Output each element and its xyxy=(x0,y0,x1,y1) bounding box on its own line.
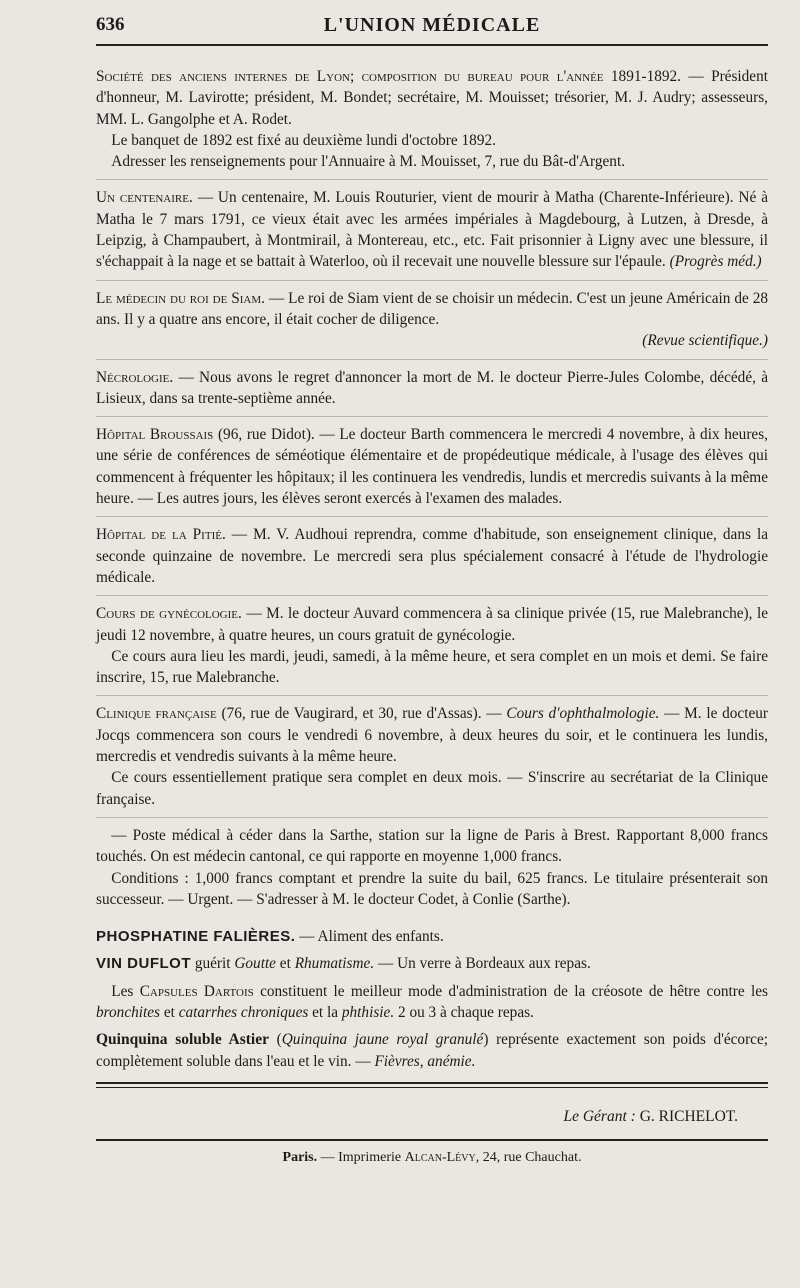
news-item xyxy=(96,187,768,280)
news-heading: Hôpital Broussais xyxy=(96,426,214,444)
ad-vin-duflot xyxy=(96,953,768,974)
news-heading: Hôpital de la Pitié. xyxy=(96,526,226,544)
news-text: — Un centenaire, M. Louis Routurier, vient de mourir à Matha (Charente-Inférieure). Né à Matha le 7 mars 1791, ce vieux était avec les armées impériales à Magdebourg, à Lutzen, à Dresde, à Leipzig, à Champaubert, à Montmirail, à Montereau, etc., etc. Fait prisonnier à Ligny avec une blessure, il s'échappait à la nage et se battait à Waterloo, où il recevait une nouvelle blessure sur l'épaule. xyxy=(96,189,769,271)
news-text: 1891-1892. — Président d'honneur, M. Lavirotte; président, M. Bondet; secrétaire, M. Mouisset; trésorier, M. J. Audry; assesseurs, MM. L. Gangolphe et A. Rodet. xyxy=(96,68,768,128)
news-text: Le banquet de 1892 est fixé au deuxième lundi d'octobre 1892. xyxy=(111,131,496,149)
news-item xyxy=(96,703,768,817)
gerant-label: Le Gérant : xyxy=(563,1107,636,1125)
news-text: (76, rue de Vaugirard, et 30, rue d'Assas). — xyxy=(216,705,507,723)
news-text: Ce cours aura lieu les mardi, jeudi, samedi, à la même heure, et sera complet en un mois et demi. Se faire inscrire, 15, rue Malebranche. xyxy=(96,647,768,687)
ad-text: — Aliment des enfants. xyxy=(295,928,444,946)
news-paragraph xyxy=(96,66,768,130)
ad-phosphatine xyxy=(96,926,768,947)
news-heading: Un centenaire. xyxy=(96,189,193,207)
news-source: (Revue scientifique.) xyxy=(642,332,768,350)
news-item xyxy=(96,524,768,596)
ad-text: Les xyxy=(111,982,140,1000)
news-heading: Société des anciens internes de Lyon; composition du bureau pour l'année xyxy=(96,68,604,85)
news-text: (96, rue Didot). — Le docteur Barth commencera le mercredi 4 novembre, à dix heures, une série de conférences de séméotique élémentaire et de propédeutique médicale, à l'usage des élèves qui commencent à fréquenter les hôpitaux; il les continuera les vendredis, lundis et mercredis suivants à la même heure. — Les autres jours, les élèves seront exercés à l'examen des malades. xyxy=(96,426,768,508)
news-paragraph xyxy=(96,130,768,151)
news-paragraph xyxy=(96,288,768,352)
news-text: — M. le docteur Jocqs commencera son cours le vendredi 6 novembre, à deux heures du soir, et le continuera les lundis, mercredis et vendredis suivants à la même heure. xyxy=(96,705,768,766)
ad-text: et xyxy=(160,1003,179,1021)
ad-quinquina-astier xyxy=(96,1029,768,1072)
imprint-printer: Alcan-Lévy xyxy=(404,1150,476,1166)
ad-text: ( xyxy=(269,1031,282,1049)
news-paragraph xyxy=(96,868,768,911)
ad-brand: Capsules Dartois xyxy=(139,982,254,1000)
ad-brand: Quinquina soluble Astier xyxy=(96,1031,269,1049)
ad-capsules-dartois xyxy=(96,981,768,1024)
news-text: — Poste médical à céder dans la Sarthe, station sur la ligne de Paris à Brest. Rapportant 8,000 francs touchés. On est médecin cantonal, ce qui rapporte en moyenne 1,000 francs. xyxy=(96,826,768,866)
page-header xyxy=(96,0,768,46)
ad-brand: PHOSPHATINE FALIÈRES. xyxy=(96,928,296,946)
gerant-name: G. RICHELOT. xyxy=(639,1107,738,1125)
ad-brand: VIN DUFLOT xyxy=(96,955,191,973)
printer-imprint xyxy=(96,1147,768,1168)
news-text: — M. le docteur Auvard commencera à sa clinique privée (15, rue Malebranche), le jeudi 12 novembre, à quatre heures, un cours gratuit de gynécologie. xyxy=(96,605,768,644)
news-item xyxy=(96,288,768,360)
news-heading: Le médecin du roi de Siam. xyxy=(96,289,265,307)
ad-italic: Goutte xyxy=(234,955,276,973)
ad-italic: Quinquina jaune royal granulé xyxy=(281,1031,484,1049)
news-paragraph xyxy=(96,187,768,272)
ad-text: constituent le meilleur mode d'administration de la créosote de hêtre contre les xyxy=(253,982,768,1000)
news-source: (Progrès méd.) xyxy=(669,253,762,271)
news-item xyxy=(96,424,768,517)
ad-italic: catarrhes chroniques xyxy=(178,1003,309,1021)
ad-italic: phthisie. xyxy=(341,1003,395,1021)
news-heading: Clinique française xyxy=(96,705,217,723)
footer-divider xyxy=(96,1082,768,1088)
gerant-signature xyxy=(96,1106,768,1127)
news-text: — M. V. Audhoui reprendra, comme d'habitude, son enseignement clinique, dans la seconde quinzaine de novembre. Le mercredi sera plus spécialement consacré à l'étude de l'hydrologie médicale. xyxy=(96,526,768,586)
news-paragraph xyxy=(96,151,768,172)
page-number: 636 xyxy=(96,14,125,35)
news-text: — Nous avons le regret d'annoncer la mort de M. le docteur Pierre-Jules Colombe, décédé, à Lisieux, dans sa trente-septième année. xyxy=(96,368,768,407)
news-item xyxy=(96,603,768,696)
news-italic: Cours d'ophthalmologie. xyxy=(506,705,660,723)
advertisements xyxy=(96,926,768,1072)
ad-text: et la xyxy=(308,1003,342,1021)
news-column xyxy=(96,46,768,1168)
imprint-address: , 24, rue Chauchat. xyxy=(475,1150,582,1166)
news-paragraph xyxy=(96,367,768,410)
news-text: Ce cours essentiellement pratique sera complet en deux mois. — S'inscrire au secrétariat de la Clinique française. xyxy=(96,769,768,808)
ad-text: guérit xyxy=(191,955,235,973)
imprint-text: — Imprimerie xyxy=(317,1150,405,1166)
ad-text: et xyxy=(275,955,295,973)
news-item xyxy=(96,825,768,914)
news-paragraph xyxy=(96,424,768,509)
news-heading: Nécrologie. xyxy=(96,368,174,386)
ad-italic: Rhumatisme. xyxy=(294,955,375,973)
ad-text: — Un verre à Bordeaux aux repas. xyxy=(374,955,591,973)
ad-text: ) représente exactement son poids d'écorce; complètement soluble dans l'eau et le vin. — xyxy=(96,1031,769,1070)
news-text: Adresser les renseignements pour l'Annuaire à M. Mouisset, 7, rue du Bât-d'Argent. xyxy=(111,153,626,171)
imprint-city: Paris. xyxy=(282,1150,318,1166)
news-heading: Cours de gynécologie. xyxy=(96,605,242,623)
news-paragraph xyxy=(96,646,768,689)
news-item xyxy=(96,367,768,418)
news-paragraph xyxy=(96,703,768,767)
news-paragraph xyxy=(96,603,768,646)
news-text: Conditions : 1,000 francs comptant et prendre la suite du bail, 625 francs. Le titulaire présenterait son successeur. — Urgent. — S'adresser à M. le docteur Codet, à Conlie (Sarthe). xyxy=(96,869,768,908)
ad-italic: Fièvres, anémie. xyxy=(374,1052,476,1070)
news-paragraph xyxy=(96,524,768,588)
news-text: — Le roi de Siam vient de se choisir un médecin. C'est un jeune Américain de 28 ans. Il y a quatre ans encore, il était cocher de diligence. xyxy=(96,289,768,328)
ad-italic: bronchites xyxy=(96,1003,161,1021)
journal-title: L'UNION MÉDICALE xyxy=(323,14,541,36)
news-paragraph xyxy=(96,767,768,810)
imprint-divider xyxy=(96,1139,768,1141)
ad-text: 2 ou 3 à chaque repas. xyxy=(394,1003,534,1021)
news-paragraph xyxy=(96,825,768,868)
news-item xyxy=(96,66,768,180)
